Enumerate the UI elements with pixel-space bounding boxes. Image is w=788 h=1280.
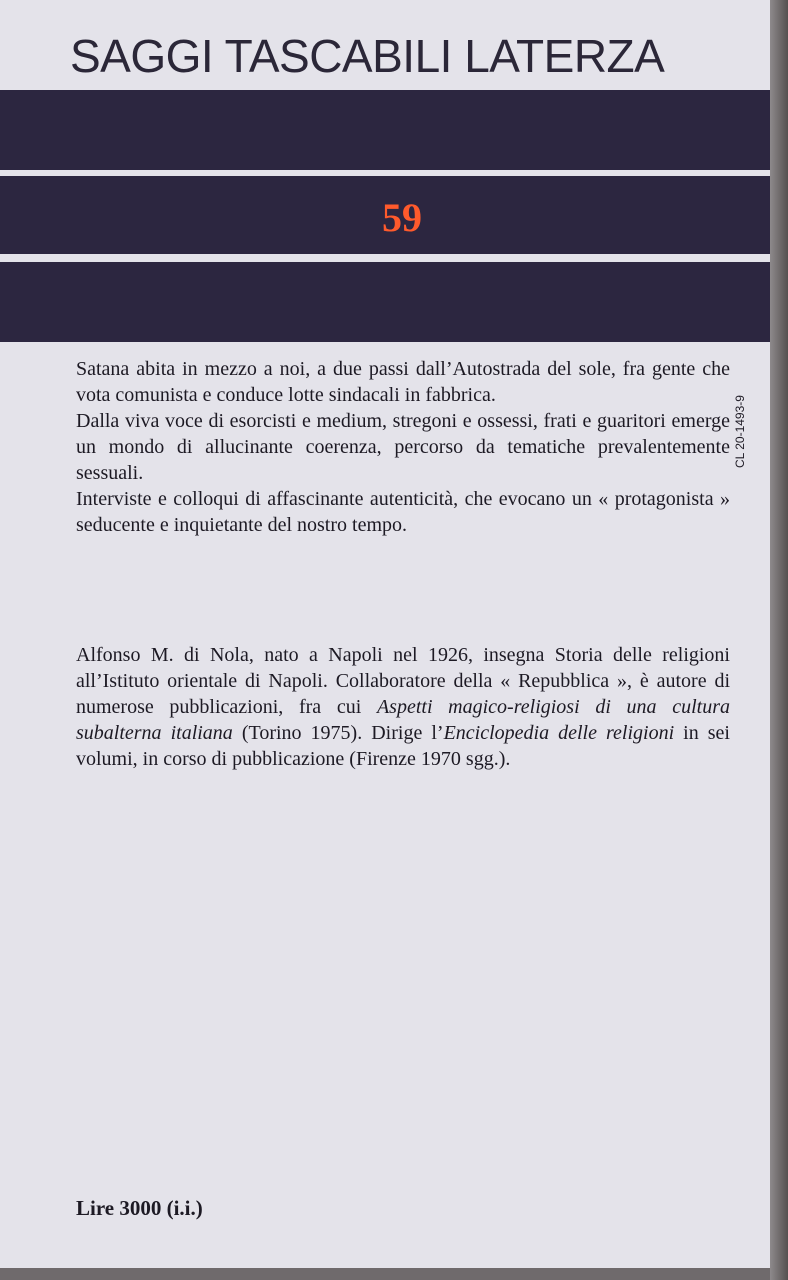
author-bio — [76, 642, 730, 772]
volume-number: 59 — [382, 195, 422, 240]
blurb-paragraph: Dalla viva voce di esorcisti e medium, stregoni e ossessi, frati e guaritori emerge un mondo di allucinante coerenza, percorso da tematiche prevalentemente sessuali. — [76, 410, 730, 484]
book-spine-edge — [770, 0, 788, 1280]
blurb-paragraph: Satana abita in mezzo a noi, a due passi dall’Autostrada del sole, fra gente che vota comunista e conduce lotte sindacali in fabbrica. — [76, 358, 730, 406]
blurb-paragraph: Interviste e colloqui di affascinante autenticità, che evocano un « protagonista » seducente e inquietante del nostro tempo. — [76, 488, 730, 536]
series-title: SAGGI TASCABILI LATERZA — [70, 30, 665, 82]
bio-text: (Torino 1975). Dirige l’ — [232, 722, 444, 744]
encyclopedia-title: Enciclopedia delle religioni — [443, 722, 675, 744]
bio-text: Alfonso M. di Nola, nato a Napoli nel 1926, insegna Storia delle religioni all’Istituto orientale di Napoli. Collaboratore della « Repubblica », è autore di numerose pubblicazioni, fra cui — [76, 644, 730, 718]
bottom-band — [0, 262, 770, 342]
price-label: Lire 3000 (i.i.) — [76, 1196, 203, 1220]
author-bio-paragraph — [76, 642, 730, 772]
top-band — [0, 90, 770, 170]
blurb-text — [76, 356, 730, 538]
bio-text: in sei volumi, in corso di pubblicazione (Firenze 1970 sgg.). — [76, 722, 730, 770]
book-title: Aspetti magico-religiosi di una cultura subalterna italiana — [76, 696, 730, 744]
catalog-code: CL 20-1493-9 — [733, 395, 747, 468]
